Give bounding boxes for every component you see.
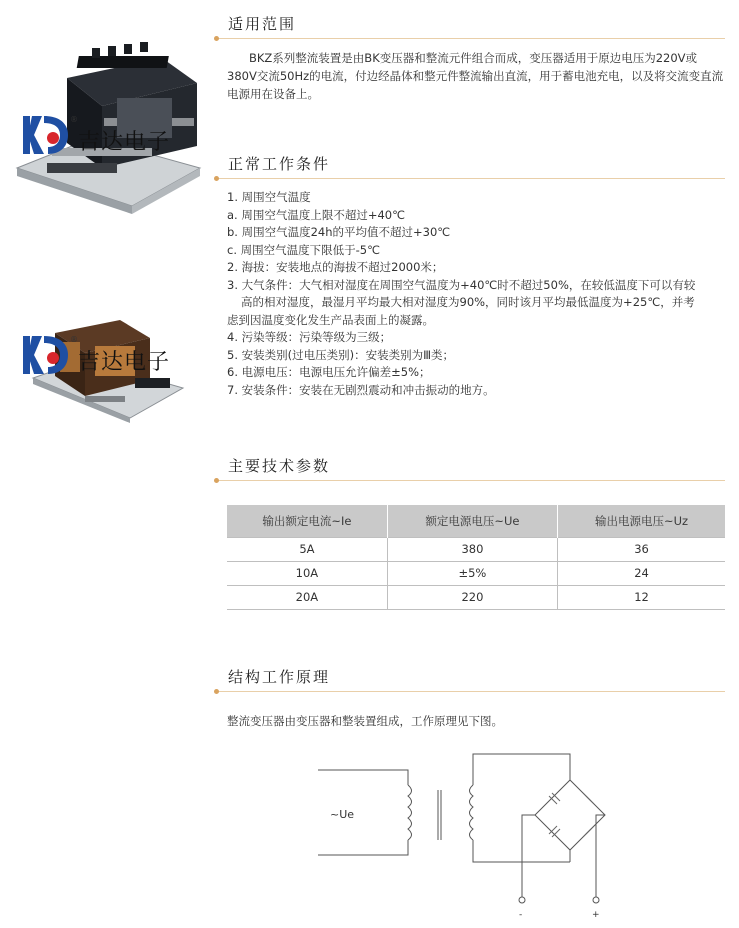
conditions-list bbox=[215, 189, 725, 399]
list-item: 3. 大气条件：大气相对湿度在周围空气温度为+40℃时不超过50%，在较低温度下可以有较 bbox=[227, 277, 696, 292]
column-header: 输出电源电压~Uz bbox=[558, 505, 725, 537]
section-divider bbox=[215, 691, 725, 692]
table-cell: 10A bbox=[227, 561, 387, 585]
section-title: 正常工作条件 bbox=[228, 155, 331, 173]
output-terminal-plus bbox=[593, 897, 599, 903]
table-header-row bbox=[227, 505, 725, 537]
table-cell: 12 bbox=[558, 585, 725, 609]
secondary-coil bbox=[470, 785, 474, 840]
table-cell: 220 bbox=[387, 585, 557, 609]
minus-label: - bbox=[519, 910, 523, 920]
table-cell: 5A bbox=[227, 537, 387, 561]
primary-coil bbox=[408, 785, 412, 840]
list-item: 4. 污染等级：污染等级为三级； bbox=[227, 330, 392, 344]
table-cell: ±5% bbox=[387, 561, 557, 585]
section-scope bbox=[215, 13, 725, 103]
brand-logo-icon bbox=[20, 112, 76, 164]
list-item: 7. 安装条件：安装在无剧烈震动和冲击振动的地方。 bbox=[227, 382, 495, 397]
brand-logo-1 bbox=[20, 112, 170, 164]
brand-logo-icon bbox=[20, 332, 76, 384]
section-parameters bbox=[215, 455, 725, 610]
table-cell: 20A bbox=[227, 585, 387, 609]
section-principle bbox=[215, 666, 725, 730]
table-cell: 36 bbox=[558, 537, 725, 561]
section-title: 适用范围 bbox=[228, 15, 297, 33]
section-divider bbox=[215, 480, 725, 481]
table-cell: 24 bbox=[558, 561, 725, 585]
diode-marks bbox=[549, 793, 594, 837]
rectifier-bridge bbox=[535, 780, 605, 850]
primary-wire-top bbox=[318, 770, 408, 785]
plus-label: + bbox=[592, 910, 600, 920]
list-item: 高的相对湿度，最湿月平均最大相对湿度为90%，同时该月平均最低温度为+25℃，并考 bbox=[241, 295, 695, 309]
table-row bbox=[227, 537, 725, 561]
list-item: 2. 海拔：安装地点的海拔不超过2000米； bbox=[227, 260, 444, 274]
list-item: a. 周围空气温度上限不超过+40℃ bbox=[227, 207, 406, 222]
section-divider bbox=[215, 178, 725, 179]
product-gallery bbox=[0, 0, 210, 928]
list-item: 5. 安装类别(过电压类别)：安装类别为Ⅲ类； bbox=[227, 347, 455, 362]
input-voltage-label: ~Ue bbox=[330, 808, 355, 821]
table-cell: 380 bbox=[387, 537, 557, 561]
output-terminal-minus bbox=[519, 897, 525, 903]
primary-wire-bottom bbox=[318, 840, 408, 855]
list-item: 虑到因温度变化发生产品表面上的凝露。 bbox=[227, 312, 434, 327]
section-conditions bbox=[215, 153, 725, 399]
svg-text:®: ® bbox=[70, 335, 78, 344]
section-divider bbox=[215, 38, 725, 39]
list-item: 6. 电源电压：电源电压允许偏差±5%； bbox=[227, 365, 431, 379]
table-row bbox=[227, 561, 725, 585]
table-row bbox=[227, 585, 725, 609]
secondary-wire-top bbox=[473, 754, 570, 785]
section-title: 结构工作原理 bbox=[228, 668, 331, 686]
output-wire-plus bbox=[596, 815, 605, 897]
list-item: c. 周围空气温度下限低于-5℃ bbox=[227, 242, 381, 257]
list-item: 1. 周围空气温度 bbox=[227, 190, 311, 204]
column-header: 额定电源电压~Ue bbox=[387, 505, 557, 537]
column-header: 输出额定电流~Ie bbox=[227, 505, 387, 537]
scope-description: BKZ系列整流装置是由BK变压器和整流元件组合而成，变压器适用于原边电压为220V或380V交流50Hz的电流，付边经晶体和整元件整流输出直流，用于蓄电池充电，以及将交流变直流电源用在设备上。 bbox=[227, 51, 724, 101]
svg-text:®: ® bbox=[70, 115, 78, 124]
brand-name: 吉达电子 bbox=[78, 129, 171, 155]
brand-name: 吉达电子 bbox=[78, 349, 171, 375]
section-title: 主要技术参数 bbox=[228, 457, 331, 475]
parameters-table bbox=[227, 505, 725, 610]
circuit-diagram bbox=[300, 740, 630, 924]
output-wire-minus bbox=[522, 815, 535, 897]
list-item: b. 周围空气温度24h的平均值不超过+30℃ bbox=[227, 225, 451, 239]
principle-description: 整流变压器由变压器和整装置组成，工作原理见下图。 bbox=[227, 714, 503, 728]
brand-logo-2 bbox=[20, 332, 170, 384]
